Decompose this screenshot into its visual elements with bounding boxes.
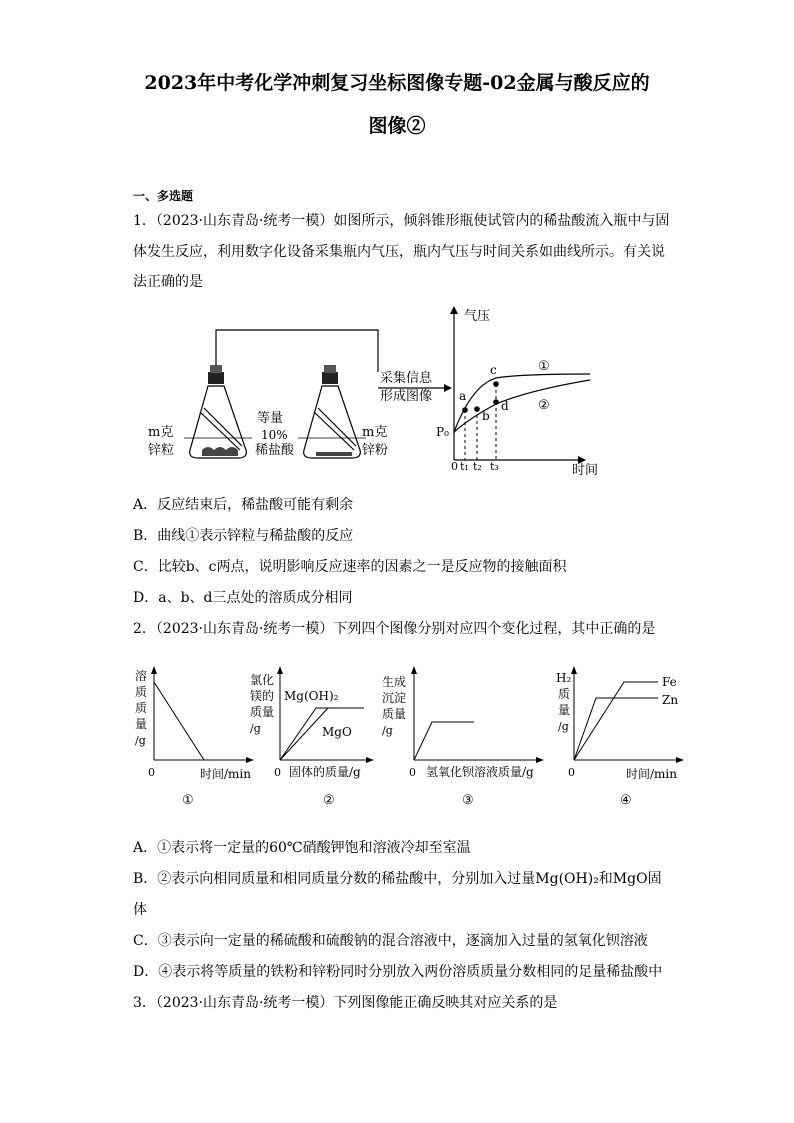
svg-text:溶: 溶 <box>135 669 148 683</box>
t3-label: t₃ <box>490 460 499 473</box>
svg-text:质: 质 <box>135 701 148 715</box>
graph-3 <box>382 666 544 808</box>
svg-text:质: 质 <box>135 685 148 699</box>
t1-label: t₁ <box>460 460 469 473</box>
svg-text:MgO: MgO <box>322 725 352 739</box>
arrow-label-1: 采集信息 <box>380 371 433 386</box>
left-flask <box>184 365 252 458</box>
page-title-line2: 图像② <box>368 115 426 137</box>
y-axis-label: 气压 <box>464 309 491 324</box>
svg-text:氯化: 氯化 <box>250 673 275 687</box>
graph-4-line-zn <box>574 698 658 760</box>
svg-text:质: 质 <box>558 687 571 701</box>
q1-option-d: D．a、b、d三点处的溶质成分相同 <box>133 590 353 606</box>
graph-2 <box>250 666 374 808</box>
svg-text:0: 0 <box>148 766 155 779</box>
svg-text:Mg(OH)₂: Mg(OH)₂ <box>284 689 339 703</box>
q1-line1: 1．（2023·山东青岛·统考一模）如图所示，倾斜锥形瓶使试管内的稀盐酸流入瓶中与固 <box>133 213 670 229</box>
graph-1-line <box>154 682 204 760</box>
t2-label: t₂ <box>473 460 482 473</box>
arrow-label-2: 形成图像 <box>380 389 433 404</box>
q1-line2: 体发生反应，利用数字化设备采集瓶内气压，瓶内气压与时间关系如曲线所示。有关说 <box>133 243 665 260</box>
svg-text:/g: /g <box>135 734 146 747</box>
svg-text:沉淀: 沉淀 <box>382 691 407 705</box>
svg-text:Fe: Fe <box>662 675 677 689</box>
point-a <box>462 407 468 413</box>
q1-option-b: B．曲线①表示锌粒与稀盐酸的反应 <box>133 528 354 544</box>
q2-option-c: C．③表示向一定量的稀硫酸和硫酸钠的混合溶液中，逐滴加入过量的氢氧化钡溶液 <box>133 933 648 949</box>
origin-label: 0 <box>451 460 458 473</box>
svg-text:0: 0 <box>568 766 575 779</box>
label-c: c <box>490 363 497 377</box>
mid-label-1: 等量 <box>257 411 284 426</box>
label-a: a <box>459 389 467 403</box>
section-heading: 一、多选题 <box>133 189 194 203</box>
q1-figure <box>140 300 620 485</box>
left-label-1: m克 <box>148 425 174 440</box>
question-2-stem: 2．（2023·山东青岛·统考一模）下列四个图像分别对应四个变化过程，其中正确的是 <box>133 621 656 637</box>
svg-text:时间/min: 时间/min <box>626 767 677 781</box>
q2-option-d: D．④表示将等质量的铁粉和锌粉同时分别放入两份溶质质量分数相同的足量稀盐酸中 <box>133 964 663 980</box>
graph-4-line-fe <box>574 682 658 760</box>
curve-2-label: ② <box>538 398 550 413</box>
svg-text:/g: /g <box>558 720 569 733</box>
curve-2 <box>454 380 590 432</box>
svg-text:量: 量 <box>558 703 571 717</box>
curve-1 <box>454 374 590 432</box>
svg-text:/g: /g <box>250 722 261 735</box>
q2-option-a: A．①表示将一定量的60℃硝酸钾饱和溶液冷却至室温 <box>133 840 471 856</box>
svg-text:0: 0 <box>274 766 281 779</box>
right-label-2: 锌粉 <box>362 443 389 458</box>
svg-text:量: 量 <box>135 717 148 731</box>
svg-text:Zn: Zn <box>662 693 679 707</box>
svg-text:氢氧化钡溶液质量/g: 氢氧化钡溶液质量/g <box>426 765 534 779</box>
svg-text:镁的: 镁的 <box>250 689 275 703</box>
q2-graphs <box>128 660 688 815</box>
mid-label-3: 稀盐酸 <box>255 443 295 458</box>
svg-text:质量: 质量 <box>250 705 275 719</box>
svg-text:/g: /g <box>382 724 393 737</box>
graph-4 <box>556 666 684 808</box>
q2-option-b-cont: 体 <box>133 902 147 918</box>
svg-text:固体的质量/g: 固体的质量/g <box>289 765 361 779</box>
point-c <box>493 381 499 387</box>
left-label-2: 锌粒 <box>148 443 175 458</box>
label-b: b <box>482 409 490 423</box>
svg-text:H₂: H₂ <box>556 671 572 685</box>
curve-1-label: ① <box>538 359 550 374</box>
svg-text:生成: 生成 <box>382 675 407 689</box>
graph-3-line <box>414 722 474 760</box>
q2-option-b: B．②表示向相同质量和相同质量分数的稀盐酸中，分别加入过量Mg(OH)₂和MgO固 <box>133 871 662 887</box>
right-flask <box>298 365 366 458</box>
question-3-stem: 3．（2023·山东青岛·统考一模）下列图像能正确反映其对应关系的是 <box>133 995 558 1011</box>
point-d <box>493 399 499 405</box>
svg-text:②: ② <box>323 793 335 808</box>
question-1-stem <box>133 206 673 298</box>
label-d: d <box>501 399 509 413</box>
mid-label-2: 10% <box>261 428 288 442</box>
point-b <box>474 406 480 412</box>
q1-line3: 法正确的是 <box>133 274 203 290</box>
right-label-1: m克 <box>362 425 388 440</box>
svg-text:时间/min: 时间/min <box>200 767 251 781</box>
svg-text:0: 0 <box>409 766 416 779</box>
p0-label: P₀ <box>436 425 449 439</box>
svg-text:①: ① <box>182 793 194 808</box>
x-axis-label: 时间 <box>572 463 599 478</box>
connecting-tube <box>216 330 378 372</box>
svg-text:④: ④ <box>620 793 632 808</box>
q1-option-a: A．反应结束后，稀盐酸可能有剩余 <box>133 497 354 513</box>
graph-1 <box>135 666 254 808</box>
svg-text:质量: 质量 <box>382 707 407 721</box>
page-title: 2023年中考化学冲刺复习坐标图像专题-02金属与酸反应的 <box>144 72 650 94</box>
svg-text:③: ③ <box>462 793 474 808</box>
q1-option-c: C．比较b、c两点，说明影响反应速率的因素之一是反应物的接触面积 <box>133 559 567 575</box>
